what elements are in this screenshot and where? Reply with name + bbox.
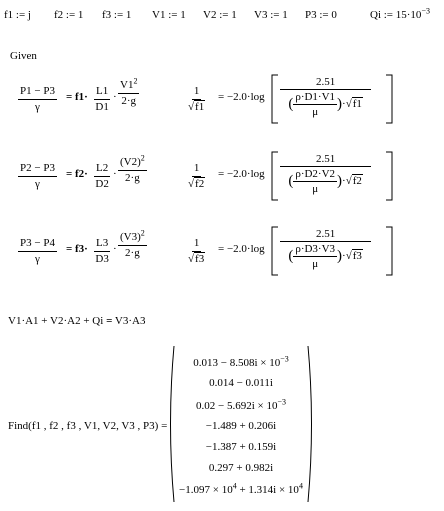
continuity-eq: = [106,315,113,327]
eq3-vg [118,228,147,259]
eq1-sqrt: √f1 [188,100,205,113]
eq1-dot: · [113,91,117,103]
eq3-v-wrap [118,228,147,246]
eq1-lhs-den: γ [35,100,40,113]
result-f2: 0.014 − 0.011i [209,377,273,389]
eq1-v: V1 [120,79,134,91]
eq3-sqrt: √f3 [188,252,205,265]
find-call[interactable]: Find(f1 , f2 , f3 , V1, V2, V3 , P3) = [8,420,168,432]
eq1-one: 1 [192,85,202,100]
eq3-inv-sqrt [188,237,205,265]
eq1-vg [118,76,139,107]
eq3-lhs-num: P3 − P4 [18,237,57,252]
eq3-lhs-den: γ [35,252,40,265]
eq3-dot: · [113,243,117,255]
eq3-sqrt2-arg: f3 [352,250,362,263]
eq2-dot: · [113,168,117,180]
eq2-rhs-text: = −2.0·log [218,168,265,180]
eq1-coef: 2.51 [280,76,371,90]
eq1-rho-frac [293,91,337,119]
eq3-close-bracket [384,226,394,276]
result-v2: −1.387 + 0.159i [205,441,277,453]
eq3-d: D3 [95,252,109,265]
def-p3[interactable]: P3 := 0 [305,9,337,21]
eq1-l: L1 [94,85,110,100]
eq1-close-bracket [384,74,394,124]
eq2-g: 2·g [125,171,140,184]
eq2-v-wrap [118,153,147,171]
eq2-v-exp: 2 [140,153,145,163]
eq2-vg [118,153,147,184]
result-f3: $0.02 - 5.692i \times 10^{-3}$ [196,397,286,412]
result-v1: −1.489 + 0.206i [205,420,277,432]
eq3-lhs [18,237,57,265]
eq1-big-frac [280,76,371,119]
eq3-rho-num: ρ·D3·V3 [293,243,337,258]
eq2-sqrt-arg: f2 [195,177,205,190]
def-v1[interactable]: V1 := 1 [152,9,186,21]
eq1-den-inner: ( $\frac{\rho\cdot D1\cdot V1}{\mu}$ ) ·√f1 [288,90,362,119]
eq2-lhs-num: P2 − P3 [18,162,57,177]
eq1-mu: μ [312,106,319,119]
result-v3: 0.297 + 0.982i [208,462,274,474]
eq1-v-exp: 2 [133,76,138,86]
eq3-rhs-text: = −2.0·log [218,243,265,255]
eq3-one: 1 [192,237,202,252]
eq2-lhs [18,162,57,190]
eq2-one: 1 [192,162,202,177]
eq2-close-bracket [384,151,394,201]
eq3-mid: = f3· [66,243,88,255]
def-qi[interactable] [370,6,430,21]
result-vector[interactable] [166,345,316,503]
given-keyword[interactable]: Given [10,50,37,62]
eq3-l: L3 [94,237,110,252]
eq3-big-frac [280,228,371,271]
eq3-mu: μ [312,258,319,271]
eq2-mid: = f2· [66,168,88,180]
eq1-sqrt-arg: f1 [195,100,205,113]
eq3-rho-frac [293,243,337,271]
result-f1: $0.013 - 8.508i \times 10^{-3}$ [193,354,289,369]
def-qi-exp: −3 [421,6,430,16]
eq2-inv-sqrt [188,162,205,190]
eq2-den-inner: ( $\frac{\rho\cdot D2\cdot V2}{\mu}$ ) ·√f2 [288,167,362,196]
def-v2[interactable]: V2 := 1 [203,9,237,21]
continuity-equation[interactable] [8,315,145,327]
eq1-g: 2·g [121,94,137,107]
eq3-v: (V3) [120,231,141,243]
eq3-den [288,242,363,271]
eq3-v-exp: 2 [140,228,145,238]
eq1-mid: = f1· [66,91,88,103]
eq1-ld [94,85,110,113]
eq2-sqrt: √f2 [188,177,205,190]
continuity-lhs: V1·A1 + V2·A2 + Qi [8,315,104,327]
eq1-lhs-num: P1 − P3 [18,85,57,100]
eq2-rho-frac [293,168,337,196]
eq3-coef: 2.51 [280,228,371,242]
eq3-sqrt-arg: f3 [195,252,205,265]
eq2-big-frac [280,153,371,196]
eq1-lhs [18,85,57,113]
def-f3[interactable]: f3 := 1 [102,9,132,21]
def-v3[interactable]: V3 := 1 [254,9,288,21]
eq3-g: 2·g [125,246,140,259]
def-qi-base: Qi := 15·10 [370,9,422,21]
eq2-den [288,167,363,196]
eq1-den [288,90,363,119]
eq2-v: (V2) [120,156,141,168]
eq2-rho-num: ρ·D2·V2 [293,168,337,183]
eq1-sqrt2-arg: f1 [352,98,362,111]
eq2-d: D2 [95,177,109,190]
eq2-sqrt2-arg: f2 [352,175,362,188]
eq1-inv-sqrt [188,85,205,113]
eq2-coef: 2.51 [280,153,371,167]
result-p3: $-1.097 \times 10^4 + 1.314i \times 10^4$ [179,481,303,496]
eq2-l: L2 [94,162,110,177]
continuity-rhs: V3·A3 [114,315,146,327]
eq3-ld [94,237,110,265]
eq1-rho-num: ρ·D1·V1 [293,91,337,106]
eq1-rhs-text: = −2.0·log [218,91,265,103]
eq3-den-inner: ( $\frac{\rho\cdot D3\cdot V3}{\mu}$ ) ·√f3 [288,242,362,271]
eq1-d: D1 [95,100,109,113]
eq2-mu: μ [312,183,319,196]
eq1-v-wrap [118,76,139,94]
eq2-ld [94,162,110,190]
eq2-lhs-den: γ [35,177,40,190]
def-f1[interactable]: f1 := j [4,9,31,21]
def-f2[interactable]: f2 := 1 [54,9,84,21]
